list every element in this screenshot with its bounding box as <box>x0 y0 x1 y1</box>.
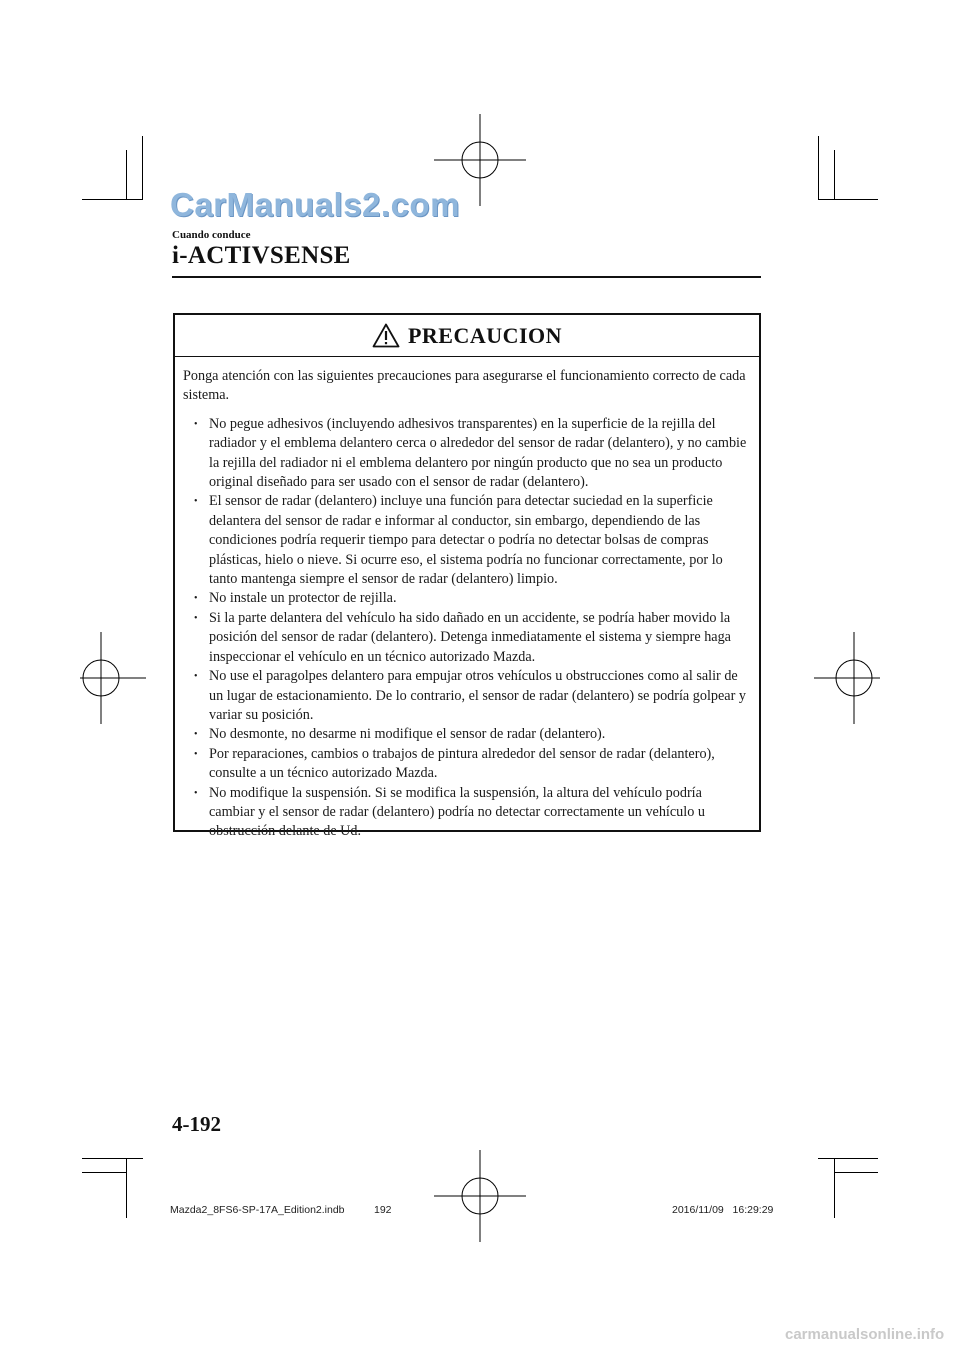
crop-mark <box>818 136 819 200</box>
caution-item: • No use el paragolpes delantero para empujar otros vehículos u obstrucciones como al salir de un lugar de estacionamiento. De lo contrario, el sensor de radar (delantero) se podría golpear y variar su posición. <box>183 667 751 725</box>
crop-mark <box>834 1158 835 1218</box>
caution-item: • Por reparaciones, cambios o trabajos de pintura alrededor del sensor de radar (delantero), consulte a un técnico autorizado Mazda. <box>183 745 751 784</box>
caution-box <box>173 313 761 840</box>
caution-item: • No desmonte, no desarme ni modifique el sensor de radar (delantero). <box>183 725 751 744</box>
site-watermark: carmanualsonline.info <box>785 1326 945 1343</box>
warning-triangle-icon <box>372 323 400 348</box>
crop-mark <box>834 150 835 200</box>
chapter-title: i-ACTIVSENSE <box>172 242 351 269</box>
caution-item: • No modifique la suspensión. Si se modifica la suspensión, la altura del vehículo podría cambiar y el sensor de radar (delantero) podría no detectar correctamente un vehículo u obstrucción delante de Ud. <box>183 784 751 842</box>
registration-mark-right <box>814 632 880 724</box>
caution-title: PRECAUCION <box>407 322 563 348</box>
crop-mark <box>834 1172 878 1173</box>
caution-item: • No pegue adhesivos (incluyendo adhesivos transparentes) en la superficie de la rejilla del radiador y el emblema delantero cerca o alrededor del sensor de radar (delantero), y no cambie la rejilla del radiador ni el emblema delantero por ningún producto que no sea un producto original diseñado para ser usado con el sensor de radar (delantero). <box>183 415 751 493</box>
crop-mark <box>142 136 143 200</box>
page-number: 4-192 <box>172 1112 221 1136</box>
caution-header <box>175 315 759 357</box>
registration-mark-bottom <box>434 1150 526 1242</box>
watermark-logo: CarManuals2.com <box>170 186 460 223</box>
crop-mark <box>818 1158 878 1159</box>
caution-item: • Si la parte delantera del vehículo ha sido dañado en un accidente, se podría haber movido la posición del sensor de radar (delantero). Detenga inmediatamente el sistema y siempre haga inspeccionar el vehículo en un técnico autorizado Mazda. <box>183 609 751 667</box>
crop-mark <box>82 199 143 200</box>
crop-mark <box>818 199 878 200</box>
section-label: Cuando conduce <box>172 229 251 241</box>
caution-item: • No instale un protector de rejilla. <box>183 589 751 608</box>
crop-mark <box>82 1172 127 1173</box>
footer-page: 192 <box>374 1204 392 1216</box>
footer-filename: Mazda2_8FS6-SP-17A_Edition2.indb <box>170 1204 345 1216</box>
caution-item: • El sensor de radar (delantero) incluye una función para detectar suciedad en la superficie delantera del sensor de radar e informar al conductor, sin embargo, dependiendo de las condiciones podría requerir tiempo para detectar o podría no detectar bolsas de compras plásticas, hielo o nieve. Si ocurre eso, el sistema podría no funcionar correctamente, por lo tanto mantenga siempre el sensor de radar (delantero) limpio. <box>183 492 751 589</box>
caution-intro: Ponga atención con las siguientes precauciones para asegurarse el funcionamiento correcto de cada sistema. <box>183 368 746 404</box>
registration-mark-left <box>80 632 146 724</box>
caution-list <box>183 415 751 842</box>
crop-mark <box>126 1158 127 1218</box>
crop-mark <box>126 150 127 200</box>
footer-timestamp: 2016/11/09 16:29:29 <box>672 1204 774 1216</box>
crop-mark <box>82 1158 143 1159</box>
header-rule <box>172 276 761 278</box>
caution-body <box>175 357 759 842</box>
